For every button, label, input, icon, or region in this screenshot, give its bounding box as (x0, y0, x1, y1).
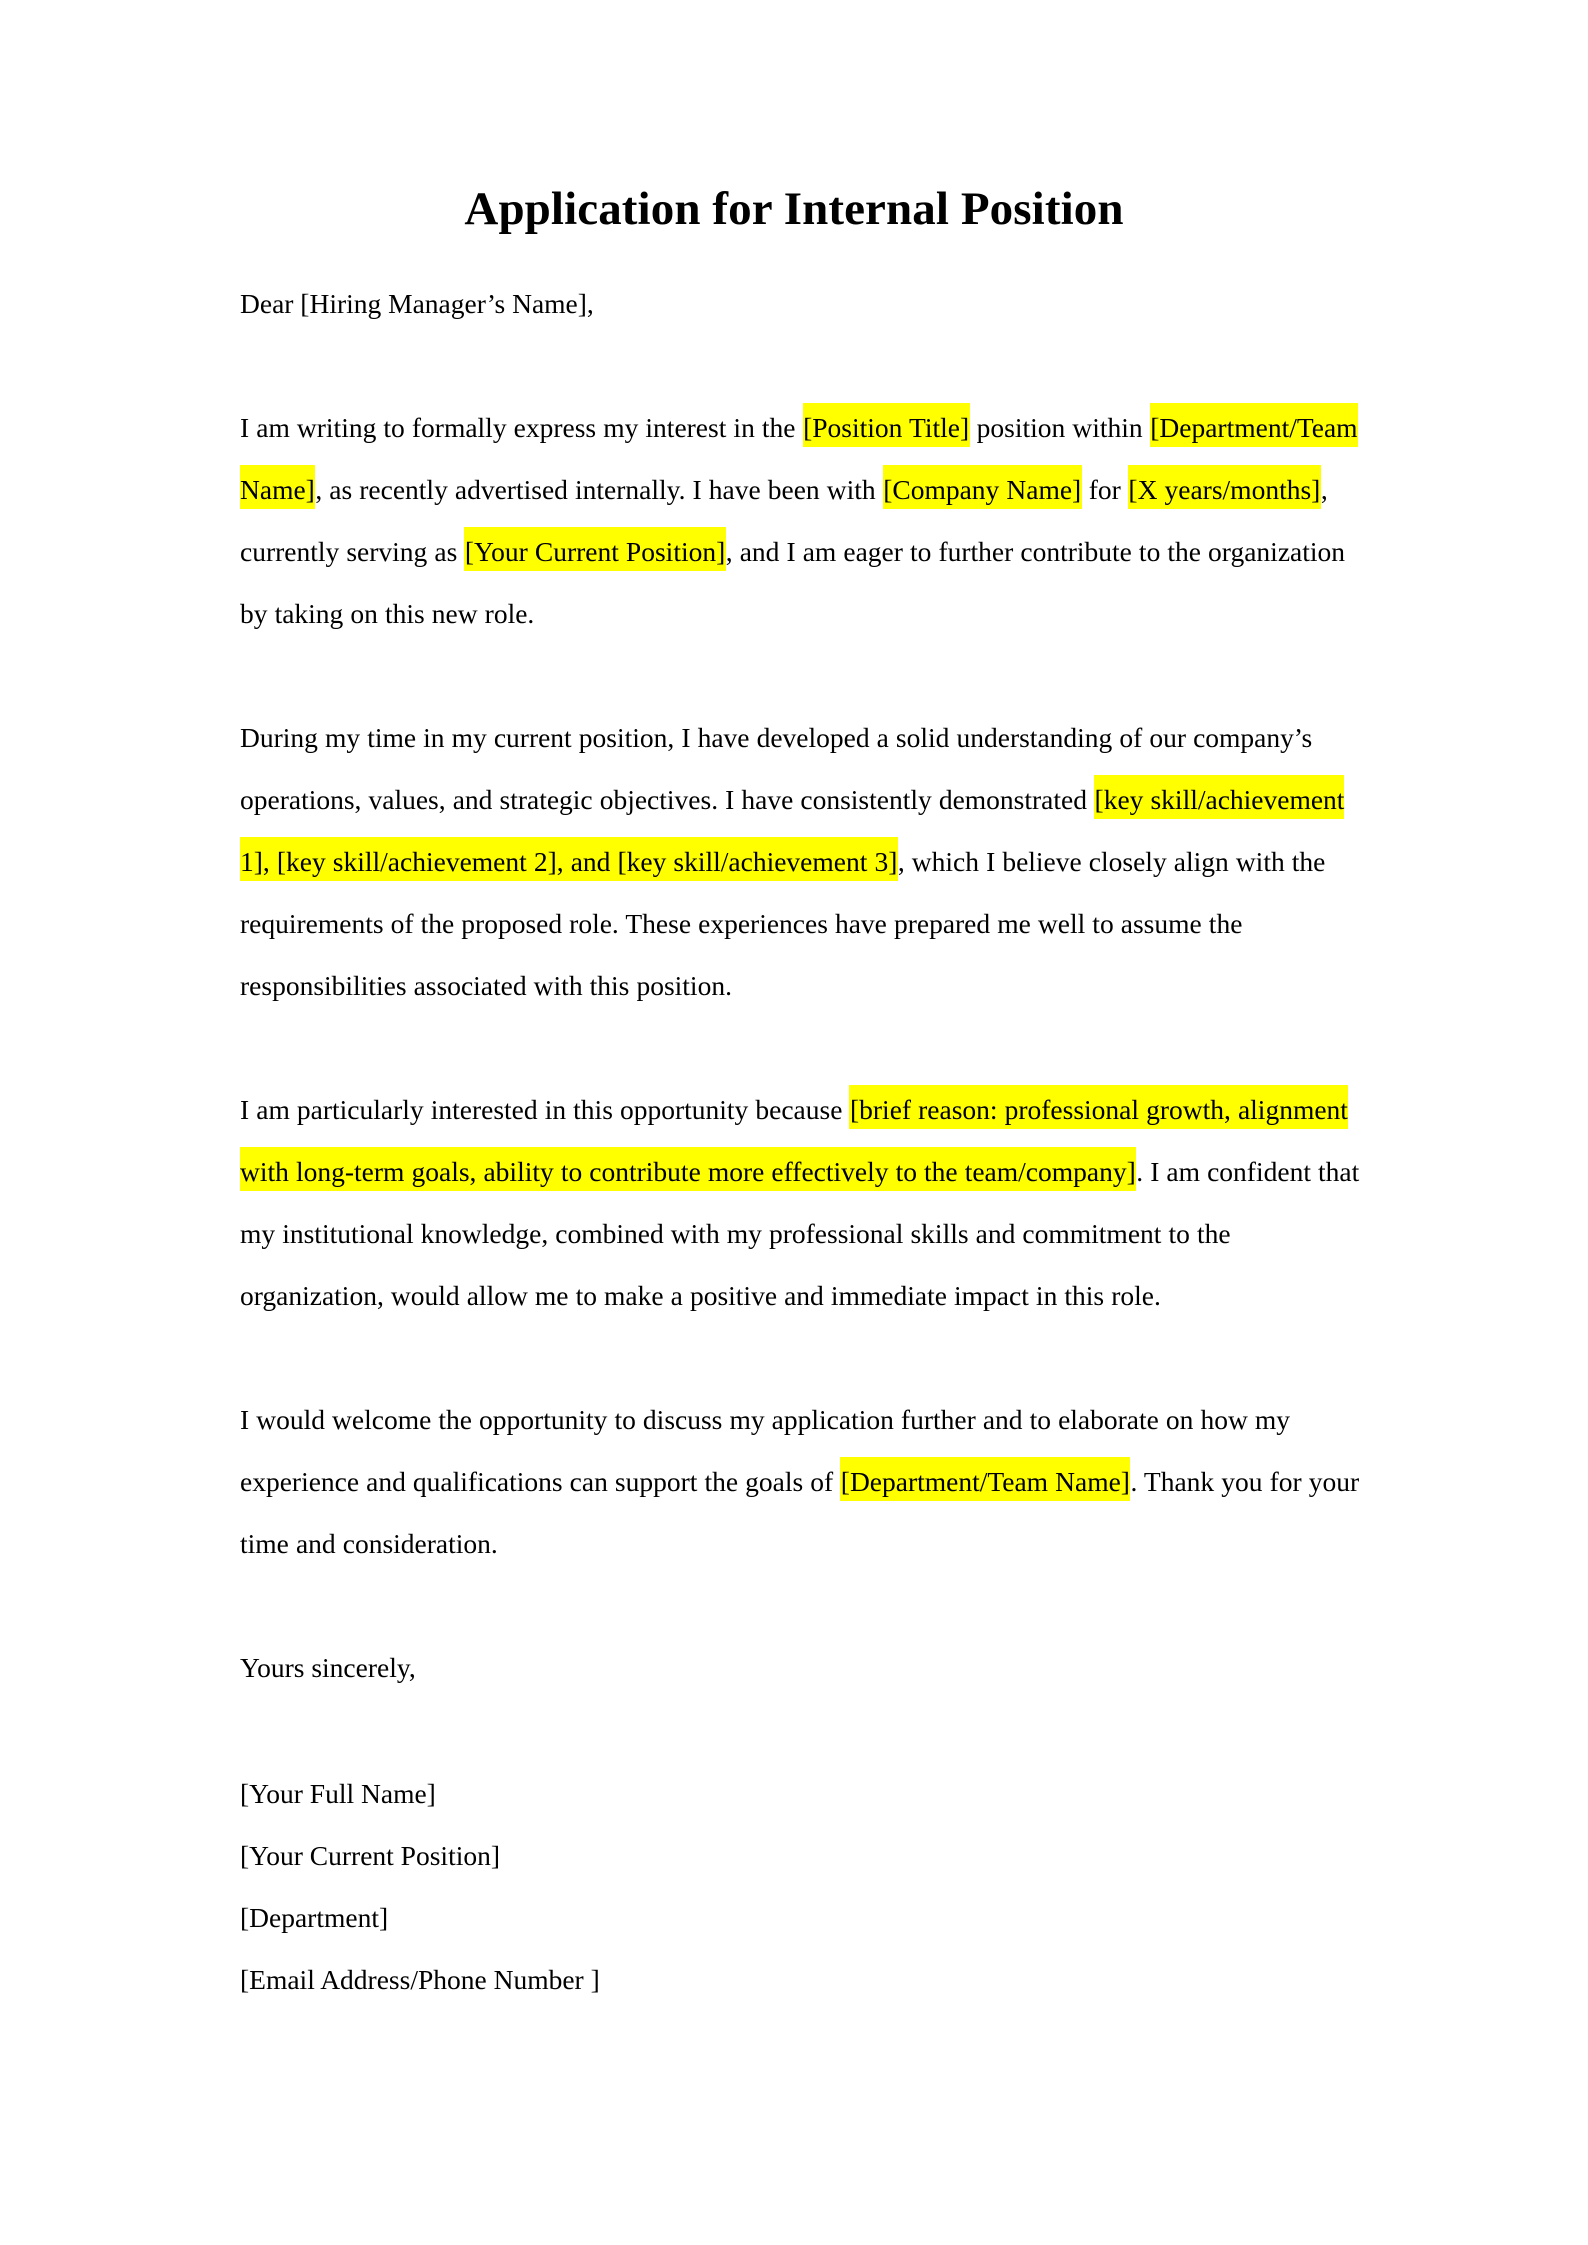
signature-current-position: [Your Current Position] (240, 1840, 501, 1872)
p2-segment-1: During my time in my current position, I have developed a solid understanding of our company’s operations, values, and strategic objectives. I have consistently demonstrated (240, 722, 1313, 816)
paragraph-4 (240, 1389, 1364, 1575)
p2-segment-2: , which I believe closely align with the requirements of the proposed role. These experiences have prepared me well to assume the responsibilities associated with this position. (240, 846, 1326, 1002)
spacer (240, 645, 1364, 707)
p1-segment-4: for (1081, 474, 1128, 506)
p4-segment-1: I would welcome the opportunity to discuss my application further and to elaborate on how my experience and qualifications can support the goals of (240, 1404, 1291, 1498)
p3-segment-1: I am particularly interested in this opportunity because (240, 1094, 850, 1126)
closing-line: Yours sincerely, (240, 1652, 416, 1684)
spacer (240, 335, 1364, 397)
signature-contact: [Email Address/Phone Number ] (240, 1964, 600, 1996)
spacer (240, 1327, 1364, 1389)
spacer (240, 1575, 1364, 1637)
p1-segment-3: , as recently advertised internally. I have been with (315, 474, 883, 506)
paragraph-1 (240, 397, 1364, 645)
placeholder-brief-reason: [brief reason: professional growth, alignment with long-term goals, ability to contribute more effectively to the team/company] (240, 1094, 1348, 1188)
placeholder-key-skills: [key skill/achievement 1], [key skill/achievement 2], and [key skill/achievement 3] (240, 784, 1345, 878)
spacer (240, 1699, 1364, 1763)
placeholder-department-team-name-2: [Department/Team Name] (840, 1466, 1130, 1498)
spacer (240, 237, 1364, 273)
signature-full-name: [Your Full Name] (240, 1778, 436, 1810)
letter-body (240, 237, 1364, 2011)
salutation-text: Dear [Hiring Manager’s Name], (240, 288, 594, 320)
signature-department: [Department] (240, 1902, 389, 1934)
p1-segment-5: , currently serving as (240, 474, 1328, 568)
paragraph-2 (240, 707, 1364, 1017)
p3-segment-2: . I am confident that my institutional knowledge, combined with my professional skills and commitment to the organization, would allow me to make a positive and immediate impact in this role. (240, 1156, 1360, 1312)
salutation-line (240, 273, 1364, 335)
p1-segment-6: , and I am eager to further contribute to the organization by taking on this new role. (240, 536, 1346, 630)
spacer (240, 1017, 1364, 1079)
placeholder-company-name: [Company Name] (883, 474, 1082, 506)
p1-segment-2: position within (969, 412, 1150, 444)
placeholder-your-current-position-1: [Your Current Position] (464, 536, 726, 568)
placeholder-department-team-name-1: [Department/Team Name] (240, 412, 1358, 506)
page-title: Application for Internal Position (464, 183, 1124, 235)
p4-segment-2: . Thank you for your time and consideration. (240, 1466, 1360, 1560)
p1-segment-1: I am writing to formally express my interest in the (240, 412, 803, 444)
placeholder-x-years-months: [X years/months] (1128, 474, 1321, 506)
paragraph-3 (240, 1079, 1364, 1327)
placeholder-position-title: [Position Title] (803, 412, 970, 444)
